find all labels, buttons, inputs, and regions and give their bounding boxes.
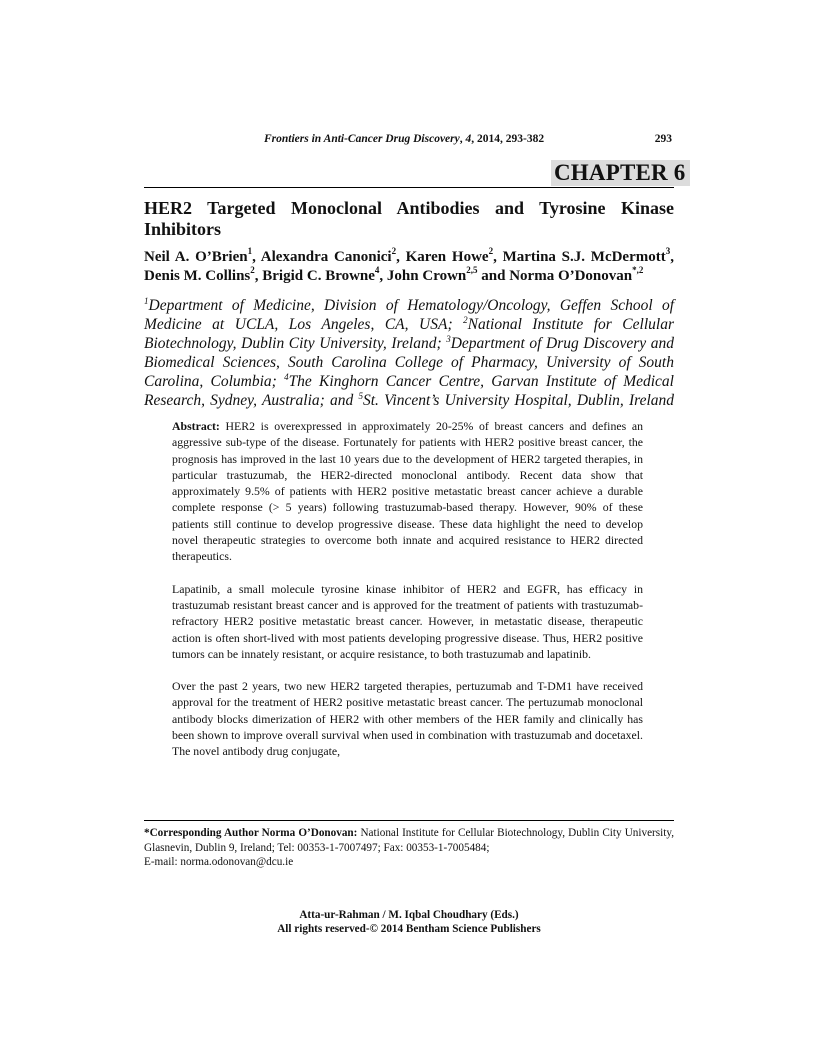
author-name: Denis M. Collins: [144, 268, 251, 284]
author-sup: 3: [665, 246, 671, 256]
affiliation-text: Department of Drug Discovery and Biomedical Sciences, South Carolina College of Pharmacy, University of South Carolina, Columbia;: [144, 335, 674, 390]
author: [405, 246, 503, 265]
footnote-label: *Corresponding Author Norma O’Donovan:: [144, 827, 358, 839]
author-name: Karen Howe: [405, 249, 489, 265]
author-sup: 4: [374, 265, 380, 275]
author: [386, 265, 510, 284]
footnote-email: E-mail: norma.odonovan@dcu.ie: [144, 856, 294, 868]
author-sep: ,: [254, 268, 263, 284]
author-name: John Crown: [386, 268, 467, 284]
copyright-line: All rights reserved-© 2014 Bentham Science Publishers: [277, 923, 541, 935]
author-sep: ,: [670, 249, 674, 265]
footnote-text: National Institute for Cellular Biotechnology, Dublin City University, Glasnevin, Dublin 9, Ireland; Tel: 00353-1-7007497; Fax: 00353-1-7005484;: [144, 827, 674, 854]
abstract-paragraph: Over the past 2 years, two new HER2 targeted therapies, pertuzumab and T-DM1 have received approval for the treatment of HER2 positive metastatic breast cancer. The pertuzumab monoclonal antibody blocks dimerization of HER2 with other members of the HER family and clinically has been shown to improve overall survival when used in combination with trastuzumab and docetaxel. The novel antibody drug conjugate,: [172, 679, 643, 759]
affiliation-sup: 5: [358, 390, 363, 401]
author-name: Brigid C. Browne: [262, 268, 375, 284]
footnote-divider: [144, 820, 674, 821]
journal-title: Frontiers in Anti-Cancer Drug Discovery: [264, 133, 460, 145]
journal-citation: [264, 132, 544, 146]
journal-volume: 4: [465, 133, 472, 145]
author-list: [144, 248, 674, 286]
author: [260, 246, 406, 265]
citation-details: , 2014, 293-382: [471, 133, 545, 145]
citation-separator: ,: [459, 133, 466, 145]
article-title: HER2 Targeted Monoclonal Antibodies and Tyrosine Kinase Inhibitors: [144, 198, 674, 239]
affiliation-text: St. Vincent’s University Hospital, Dublin, Ireland: [362, 392, 675, 409]
abstract-paragraph: Lapatinib, a small molecule tyrosine kinase inhibitor of HER2 and EGFR, has efficacy in trastuzumab resistant breast cancer and is approved for the treatment of patients with trastuzumab-refractory HER2 positive metastatic breast cancer. However, in metastatic disease, therapeutic action is often short-lived with most patients developing progressive disease. Thus, HER2 positive tumors can be innately resistant, or acquire resistance, to both trastuzumab and lapatinib.: [172, 581, 643, 661]
author-name: Neil A. O’Brien: [144, 249, 248, 265]
author-sup: 2: [488, 246, 494, 256]
author: [144, 246, 261, 265]
author-sup: 2: [250, 265, 255, 275]
author: [144, 265, 263, 284]
affiliation-sup: 1: [144, 295, 149, 306]
author-sup: 1: [247, 246, 253, 256]
author-sup: 2,5: [466, 265, 478, 275]
affiliation-sup: 3: [446, 333, 451, 344]
publisher-info: [144, 908, 674, 936]
author-sup: *,2: [632, 265, 644, 275]
author-sep: ,: [252, 249, 261, 265]
affiliation-sup: 2: [463, 314, 468, 325]
chapter-divider: [144, 187, 674, 188]
abstract-paragraph: [172, 418, 643, 565]
author-sep: ,: [396, 249, 406, 265]
abstract: [172, 418, 643, 776]
author-name: Martina S.J. McDermott: [502, 249, 666, 265]
page-number: 293: [654, 133, 672, 145]
author-sep: ,: [493, 249, 503, 265]
affiliation-text: Department of Medicine, Division of Hematology/Oncology, Geffen School of Medicine at UCLA, Los Angeles, CA, USA;: [144, 297, 674, 333]
abstract-text: HER2 is overexpressed in approximately 20-25% of breast cancers and defines an aggressive sub-type of the disease. Fortunately for patients with HER2 positive breast cancer, the prognosis has improved in the last 10 years due to the development of HER2 targeted therapies, in particular trastuzumab, the HER2-directed monoclonal antibody. Recent data show that approximately 9.5% of patients with HER2 positive metastatic breast cancer achieve a durable complete response (> 5 years) following trastuzumab-based therapy. However, 90% of these patients still continue to develop progressive disease. These data highlight the need to develop novel therapeutic strategies to overcome both innate and acquired resistance to HER2 directed therapeutics.: [172, 419, 643, 564]
editors-line: Atta-ur-Rahman / M. Iqbal Choudhary (Eds.): [299, 909, 519, 921]
chapter-label: CHAPTER 6: [551, 160, 690, 186]
affiliation-text: National Institute for Cellular Biotechnology, Dublin City University, Ireland;: [144, 316, 674, 352]
author-sep: ,: [379, 268, 387, 284]
affiliation-text: The Kinghorn Cancer Centre, Garvan Institute of Medical Research, Sydney, Australia; and: [144, 373, 674, 409]
author: [509, 265, 644, 284]
author: [502, 246, 674, 265]
author-sep: and: [477, 268, 510, 284]
author-name: Norma O’Donovan: [509, 268, 633, 284]
abstract-label: Abstract:: [172, 419, 220, 433]
author-sup: 2: [391, 246, 397, 256]
author-name: Alexandra Canonici: [260, 249, 392, 265]
affiliations: [144, 296, 674, 410]
author: [262, 265, 387, 284]
affiliation-sup: 4: [284, 371, 289, 382]
corresponding-author-footnote: [144, 826, 674, 870]
